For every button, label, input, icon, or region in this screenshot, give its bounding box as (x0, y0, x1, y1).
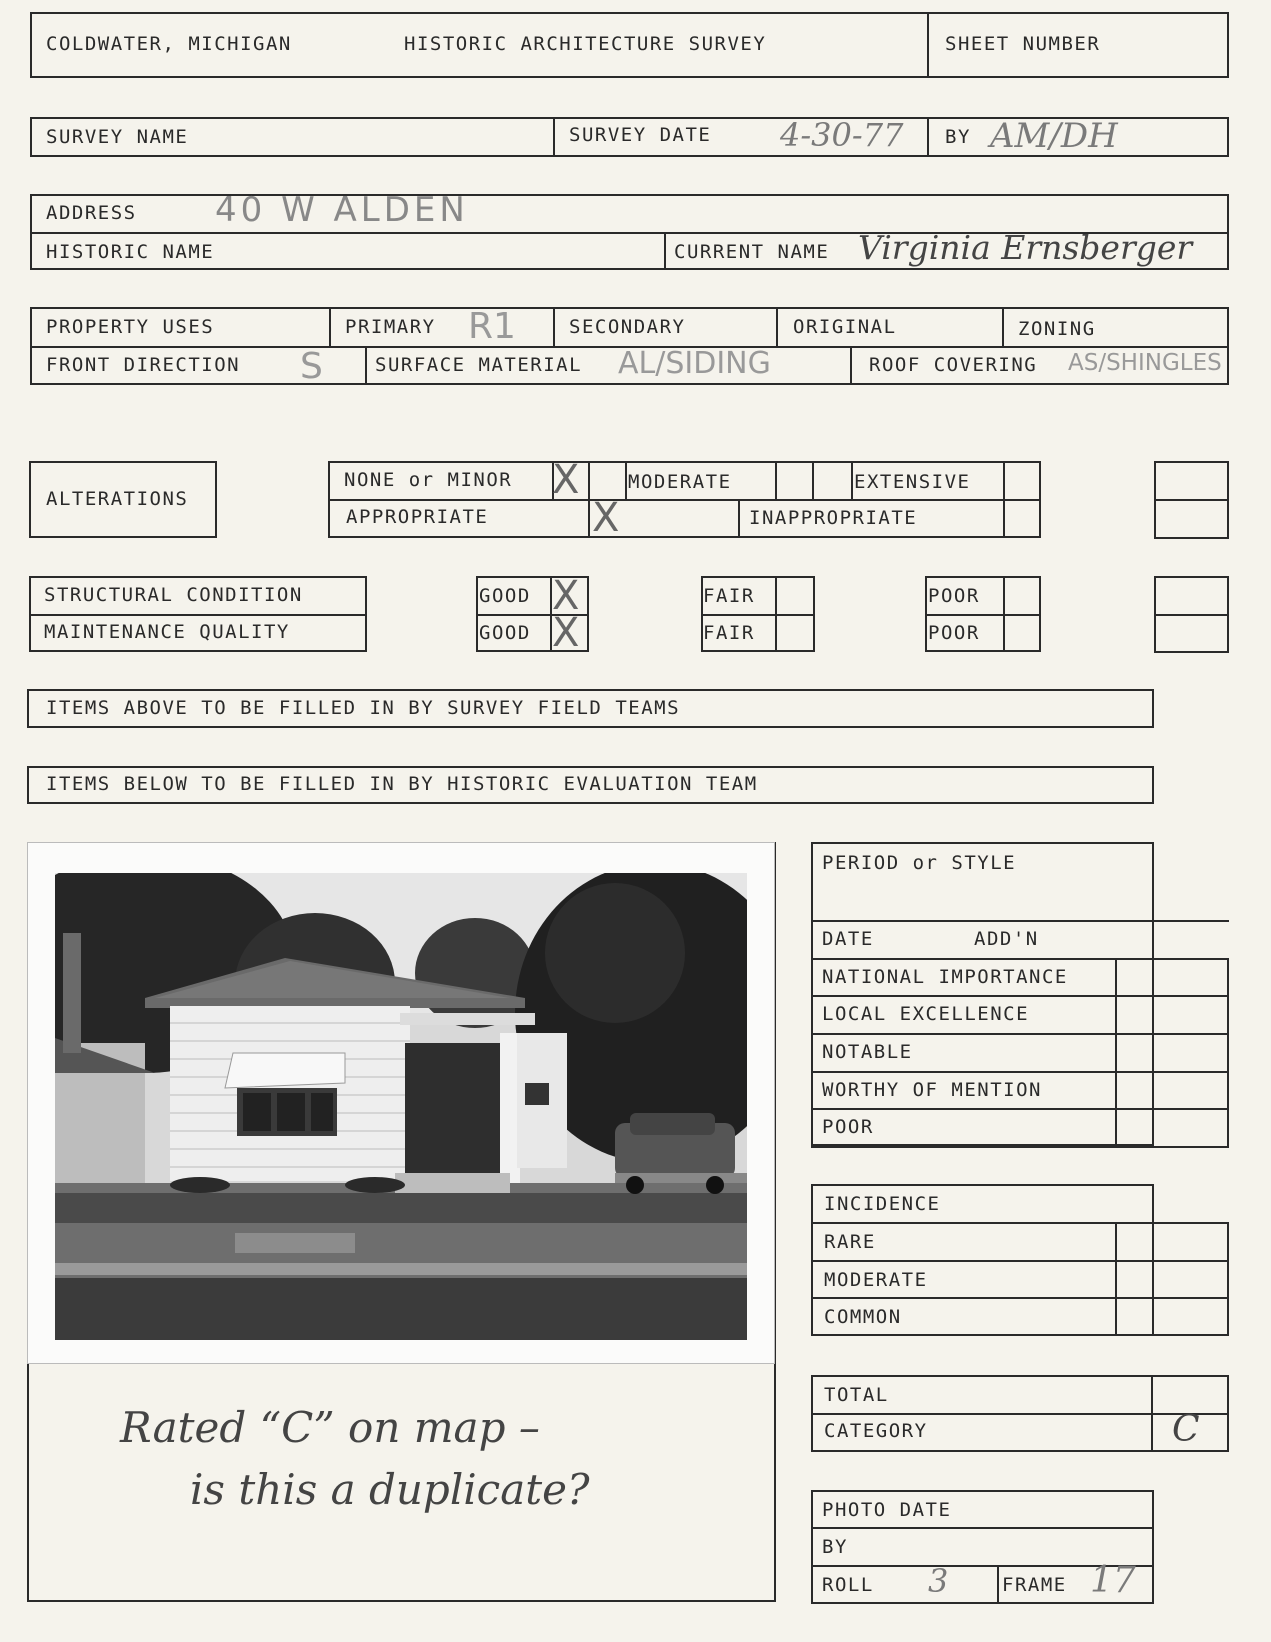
category-label: CATEGORY (824, 1420, 928, 1442)
sheet-number-label: SHEET NUMBER (945, 33, 1101, 55)
alt-inappropriate-label: INAPPROPRIATE (749, 507, 918, 529)
primary-label: PRIMARY (345, 316, 436, 338)
common-label: COMMON (824, 1306, 902, 1328)
structural-fair-label: FAIR (703, 585, 755, 607)
alt-none-minor-check[interactable]: X (552, 457, 580, 503)
house-photograph (55, 873, 747, 1340)
surface-material-label: SURFACE MATERIAL (375, 354, 583, 376)
house-photo-image (55, 873, 747, 1340)
maintenance-quality-label: MAINTENANCE QUALITY (44, 621, 290, 643)
front-direction-value: S (300, 346, 323, 387)
frame-value: 17 (1090, 1560, 1136, 1601)
handwritten-note-line-1: Rated “C” on map – (120, 1403, 540, 1452)
notable-label: NOTABLE (822, 1041, 913, 1063)
alt-appropriate-label: APPROPRIATE (346, 506, 489, 528)
maintenance-good-label: GOOD (479, 622, 531, 644)
alt-appropriate-check[interactable]: X (592, 495, 620, 541)
alt-extensive-label: EXTENSIVE (854, 471, 971, 493)
form-title: HISTORIC ARCHITECTURE SURVEY (404, 33, 767, 55)
structural-poor-label: POOR (928, 585, 980, 607)
roof-covering-label: ROOF COVERING (869, 354, 1038, 376)
survey-date-value: 4-30-77 (780, 116, 904, 154)
alt-none-minor-label: NONE or MINOR (344, 469, 513, 491)
front-direction-label: FRONT DIRECTION (46, 354, 241, 376)
period-style-label: PERIOD or STYLE (822, 852, 1017, 874)
current-name-value: Virginia Ernsberger (858, 228, 1193, 267)
secondary-label: SECONDARY (569, 316, 686, 338)
by-label: BY (945, 126, 971, 148)
local-excellence-label: LOCAL EXCELLENCE (822, 1003, 1030, 1025)
city-label: COLDWATER, MICHIGAN (46, 33, 292, 55)
address-label: ADDRESS (46, 202, 137, 224)
roof-covering-value: AS/SHINGLES (1068, 350, 1222, 376)
poor-rating-label: POOR (822, 1116, 874, 1138)
survey-name-label: SURVEY NAME (46, 126, 189, 148)
zoning-label: ZONING (1018, 318, 1096, 340)
primary-value: R1 (468, 306, 516, 347)
alt-moderate-label: MODERATE (628, 471, 732, 493)
addn-label: ADD'N (974, 928, 1039, 950)
maintenance-good-check[interactable]: X (552, 610, 580, 656)
frame-label: FRAME (1002, 1574, 1067, 1596)
category-value: C (1172, 1409, 1200, 1450)
note-above: ITEMS ABOVE TO BE FILLED IN BY SURVEY FIELD TEAMS (46, 697, 681, 719)
photo-date-label: PHOTO DATE (822, 1499, 952, 1521)
moderate-incidence-label: MODERATE (824, 1269, 928, 1291)
structural-good-label: GOOD (479, 585, 531, 607)
alterations-label: ALTERATIONS (46, 488, 189, 510)
maintenance-fair-label: FAIR (703, 622, 755, 644)
structural-good-check[interactable]: X (552, 573, 580, 619)
incidence-label: INCIDENCE (824, 1193, 941, 1215)
rare-label: RARE (824, 1231, 876, 1253)
handwritten-note-line-2: is this a duplicate? (190, 1465, 590, 1514)
roll-label: ROLL (822, 1574, 874, 1596)
current-name-label: CURRENT NAME (674, 241, 830, 263)
address-value: 40 W ALDEN (215, 190, 469, 230)
maintenance-poor-label: POOR (928, 622, 980, 644)
national-importance-label: NATIONAL IMPORTANCE (822, 966, 1068, 988)
photo-by-label: BY (822, 1536, 848, 1558)
original-label: ORIGINAL (793, 316, 897, 338)
historic-name-label: HISTORIC NAME (46, 241, 215, 263)
note-below: ITEMS BELOW TO BE FILLED IN BY HISTORIC EVALUATION TEAM (46, 773, 758, 795)
property-uses-label: PROPERTY USES (46, 316, 215, 338)
total-label: TOTAL (824, 1384, 889, 1406)
structural-condition-label: STRUCTURAL CONDITION (44, 584, 303, 606)
worthy-of-mention-label: WORTHY OF MENTION (822, 1079, 1042, 1101)
roll-value: 3 (928, 1562, 949, 1600)
surveyor-initials: AM/DH (990, 116, 1118, 156)
surface-material-value: AL/SIDING (618, 346, 771, 381)
date-label: DATE (822, 928, 874, 950)
survey-date-label: SURVEY DATE (569, 124, 712, 146)
